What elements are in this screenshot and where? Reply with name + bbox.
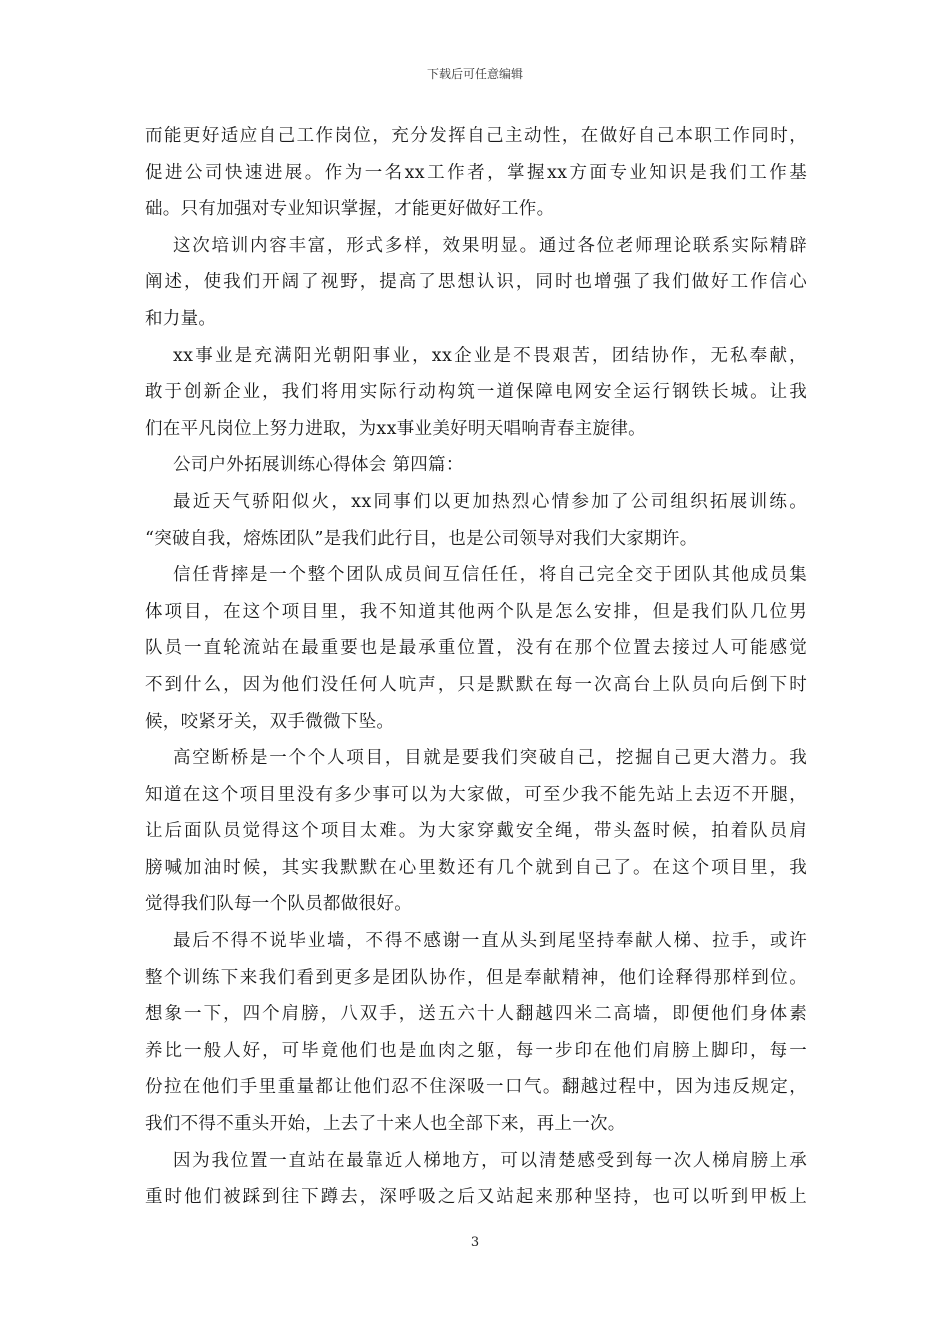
text-line: 阐述，使我们开阔了视野，提高了思想认识，同时也增强了我们做好工作信心 — [145, 272, 807, 293]
text-line: 我们不得不重头开始，上去了十来人也全部下来，再上一次。 — [145, 1114, 626, 1135]
text-line: 础。只有加强对专业知识掌握，才能更好做好工作。 — [145, 199, 555, 220]
text-line: 份拉在他们手里重量都让他们忍不住深吸一口气。翻越过程中，因为违反规定， — [145, 1077, 807, 1098]
text-line: 体项目，在这个项目里，我不知道其他两个队是怎么安排，但是我们队几位男 — [145, 601, 807, 622]
section-heading: 公司户外拓展训练心得体会 第四篇： — [173, 455, 464, 476]
text-line: 信任背摔是一个整个团队成员间互信任任，将自己完全交于团队其他成员集 — [173, 565, 807, 586]
text-line: 让后面队员觉得这个项目太难。为大家穿戴安全绳，带头盔时候，拍着队员肩 — [145, 821, 807, 842]
text-line: 养比一般人好，可毕竟他们也是血肉之躯，每一步印在他们肩膀上脚印，每一 — [145, 1040, 807, 1061]
text-line: 促进公司快速进展。作为一名xx工作者，掌握xx方面专业知识是我们工作基 — [145, 162, 807, 183]
text-line: 因为我位置一直站在最靠近人梯地方，可以清楚感受到每一次人梯肩膀上承 — [173, 1150, 807, 1171]
text-line: 最近天气骄阳似火，xx同事们以更加热烈心情参加了公司组织拓展训练。 — [173, 491, 807, 512]
text-line: 高空断桥是一个个人项目，目就是要我们突破自己，挖掘自己更大潜力。我 — [173, 748, 807, 769]
page-number: 3 — [470, 1235, 480, 1250]
page-header: 下载后可任意编辑 — [426, 67, 523, 81]
text-line: 整个训练下来我们看到更多是团队协作，但是奉献精神，他们诠释得那样到位。 — [145, 967, 807, 988]
text-line: 敢于创新企业，我们将用实际行动构筑一道保障电网安全运行钢铁长城。让我 — [145, 382, 807, 403]
text-line: 们在平凡岗位上努力进取，为xx事业美好明天唱响青春主旋律。 — [145, 418, 646, 439]
text-line: 不到什么，因为他们没任何人吭声，只是默默在每一次高台上队员向后倒下时 — [145, 674, 807, 695]
text-line: 知道在这个项目里没有多少事可以为大家做，可至少我不能先站上去迈不开腿， — [145, 784, 807, 805]
text-line: 最后不得不说毕业墙，不得不感谢一直从头到尾坚持奉献人梯、拉手，或许 — [173, 931, 807, 952]
text-line: “突破自我，熔炼团队”是我们此行目，也是公司领导对我们大家期许。 — [145, 528, 698, 549]
text-line: 这次培训内容丰富，形式多样，效果明显。通过各位老师理论联系实际精辟 — [173, 235, 807, 256]
text-line: 想象一下，四个肩膀，八双手，送五六十人翻越四米二高墙，即便他们身体素 — [145, 1004, 807, 1025]
text-line: xx事业是充满阳光朝阳事业，xx企业是不畏艰苦，团结协作，无私奉献， — [173, 345, 807, 366]
text-line: 而能更好适应自己工作岗位，充分发挥自己主动性，在做好自己本职工作同时， — [145, 126, 807, 146]
text-line: 膀喊加油时候，其实我默默在心里数还有几个就到自己了。在这个项目里，我 — [145, 857, 807, 878]
text-line: 队员一直轮流站在最重要也是最承重位置，没有在那个位置去接过人可能感觉 — [145, 638, 807, 659]
text-line: 候，咬紧牙关，双手微微下坠。 — [145, 711, 395, 732]
document-body — [145, 118, 807, 1216]
text-line: 重时他们被踩到往下蹲去，深呼吸之后又站起来那种坚持，也可以听到甲板上 — [145, 1187, 807, 1208]
text-line: 和力量。 — [145, 308, 217, 329]
text-line: 觉得我们队每一个队员都做很好。 — [145, 894, 412, 915]
